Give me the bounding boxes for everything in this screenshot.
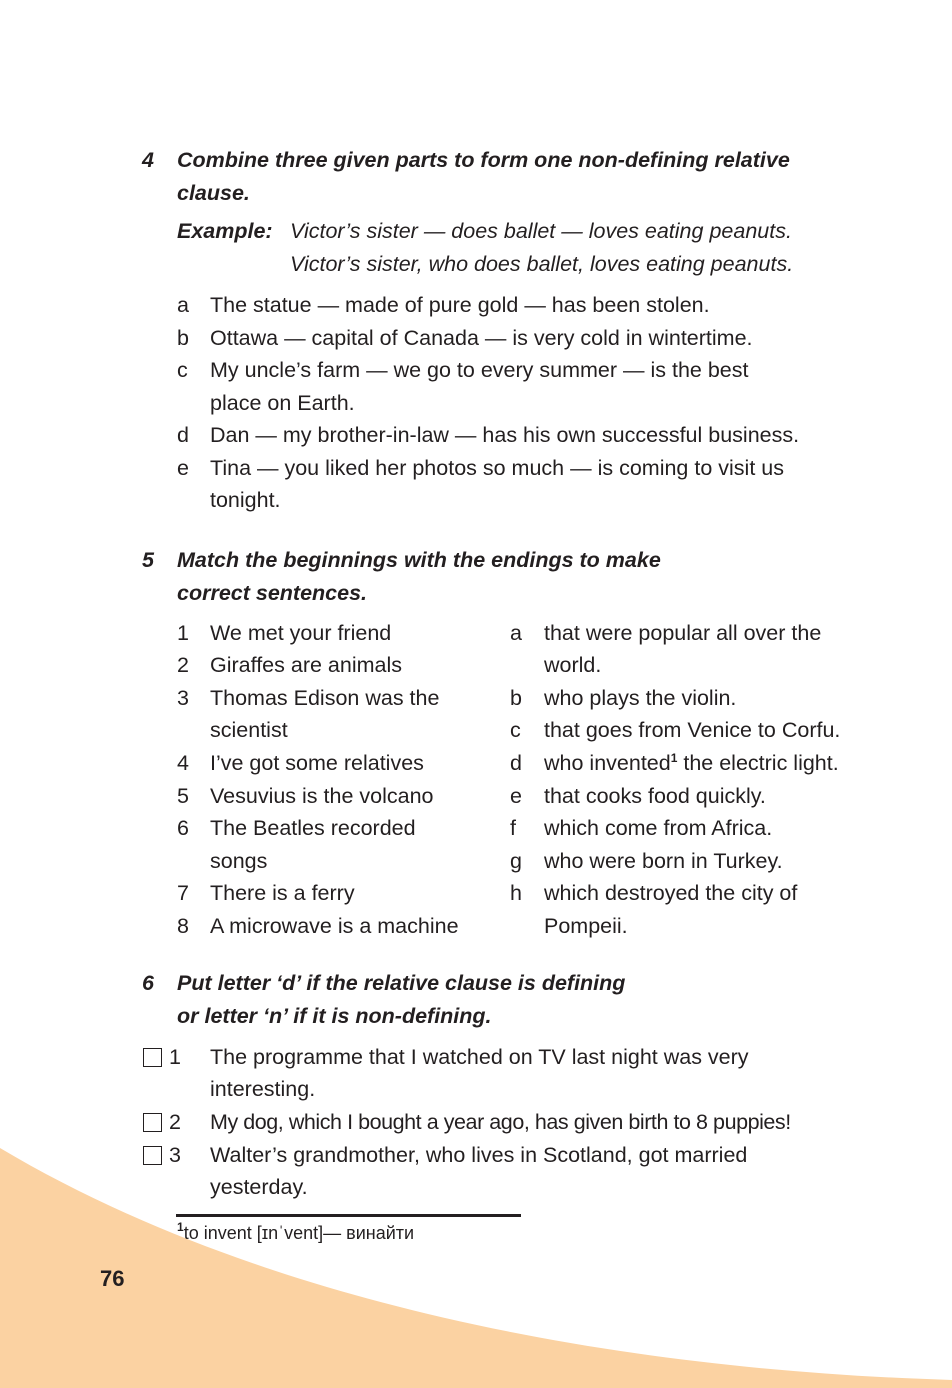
- answer-checkbox[interactable]: [143, 1146, 162, 1165]
- beginning-number: 3: [177, 686, 189, 710]
- ending-text: who plays the violin.: [544, 686, 737, 710]
- beginning-text: Giraffes are animals: [210, 653, 402, 677]
- exercise-title-line: Combine three given parts to form one non-defining relative: [177, 148, 790, 172]
- footnote-marker: 1: [670, 751, 678, 765]
- ending-text: world.: [544, 653, 602, 677]
- exercise-title-line: clause.: [177, 181, 250, 205]
- ending-letter: e: [510, 784, 522, 808]
- item-text: yesterday.: [210, 1175, 308, 1199]
- ending-text: that were popular all over the: [544, 621, 822, 645]
- beginning-text: I’ve got some relatives: [210, 751, 424, 775]
- ending-text-part: who invented: [544, 751, 671, 775]
- answer-checkbox[interactable]: [143, 1048, 162, 1067]
- beginning-number: 8: [177, 914, 189, 938]
- ending-letter: b: [510, 686, 522, 710]
- beginning-number: 2: [177, 653, 189, 677]
- beginning-number: 4: [177, 751, 189, 775]
- footnote-text: to invent [ɪnˈvent]— винайти: [183, 1223, 415, 1243]
- ending-letter: f: [510, 816, 516, 840]
- item-text: My uncle’s farm — we go to every summer — is the best: [210, 358, 749, 382]
- item-text: Walter’s grandmother, who lives in Scotland, got married: [210, 1143, 748, 1167]
- beginning-text: The Beatles recorded: [210, 816, 416, 840]
- beginning-text: Thomas Edison was the: [210, 686, 440, 710]
- item-letter: c: [177, 358, 188, 382]
- ending-letter: h: [510, 881, 522, 905]
- item-text: interesting.: [210, 1077, 316, 1101]
- item-letter: a: [177, 293, 189, 317]
- beginning-number: 6: [177, 816, 189, 840]
- exercise-title-line: Put letter ‘d’ if the relative clause is defining: [177, 971, 626, 995]
- item-letter: d: [177, 423, 189, 447]
- exercise-title-line: Match the beginnings with the endings to make: [177, 548, 661, 572]
- item-number: 3: [169, 1143, 181, 1167]
- ending-text: that cooks food quickly.: [544, 784, 766, 808]
- exercise-number: 5: [142, 548, 154, 572]
- beginning-text: Vesuvius is the volcano: [210, 784, 434, 808]
- footnote: [177, 1221, 414, 1245]
- ending-text: which destroyed the city of: [544, 881, 798, 905]
- beginning-number: 5: [177, 784, 189, 808]
- beginning-text: songs: [210, 849, 268, 873]
- beginning-text: There is a ferry: [210, 881, 355, 905]
- ending-text-part: the electric light.: [677, 751, 839, 775]
- ending-text: which come from Africa.: [544, 816, 773, 840]
- beginning-text: We met your friend: [210, 621, 392, 645]
- beginning-text: scientist: [210, 718, 288, 742]
- item-text: Dan — my brother-in-law — has his own successful business.: [210, 423, 800, 447]
- exercise-number: 6: [142, 971, 154, 995]
- item-number: 2: [169, 1110, 181, 1134]
- exercise-title-line: or letter ‘n’ if it is non-defining.: [177, 1004, 492, 1028]
- item-text: tonight.: [210, 488, 281, 512]
- ending-text: [544, 747, 839, 780]
- ending-text: that goes from Venice to Corfu.: [544, 718, 841, 742]
- ending-text: Pompeii.: [544, 914, 628, 938]
- beginning-number: 7: [177, 881, 189, 905]
- item-letter: e: [177, 456, 189, 480]
- item-text: The programme that I watched on TV last night was very: [210, 1045, 749, 1069]
- example-prompt: Victor’s sister — does ballet — loves eating peanuts.: [290, 219, 792, 243]
- exercise-title-line: correct sentences.: [177, 581, 368, 605]
- ending-text: who were born in Turkey.: [544, 849, 783, 873]
- example-answer: Victor’s sister, who does ballet, loves eating peanuts.: [290, 252, 794, 276]
- ending-letter: g: [510, 849, 522, 873]
- item-text: The statue — made of pure gold — has been stolen.: [210, 293, 710, 317]
- item-text: Tina — you liked her photos so much — is coming to visit us: [210, 456, 784, 480]
- ending-letter: a: [510, 621, 522, 645]
- beginning-number: 1: [177, 621, 189, 645]
- beginning-text: A microwave is a machine: [210, 914, 459, 938]
- exercise-number: 4: [142, 148, 154, 172]
- item-letter: b: [177, 326, 189, 350]
- ending-letter: d: [510, 751, 522, 775]
- item-text: My dog, which I bought a year ago, has given birth to 8 puppies!: [210, 1110, 791, 1134]
- page-number: 76: [100, 1266, 125, 1291]
- footnote-divider: [176, 1214, 521, 1217]
- item-number: 1: [169, 1045, 181, 1069]
- example-label: Example:: [177, 219, 273, 243]
- item-text: Ottawa — capital of Canada — is very cold in wintertime.: [210, 326, 753, 350]
- answer-checkbox[interactable]: [143, 1113, 162, 1132]
- item-text: place on Earth.: [210, 391, 355, 415]
- footnote-marker: 1: [177, 1220, 184, 1234]
- ending-letter: c: [510, 718, 521, 742]
